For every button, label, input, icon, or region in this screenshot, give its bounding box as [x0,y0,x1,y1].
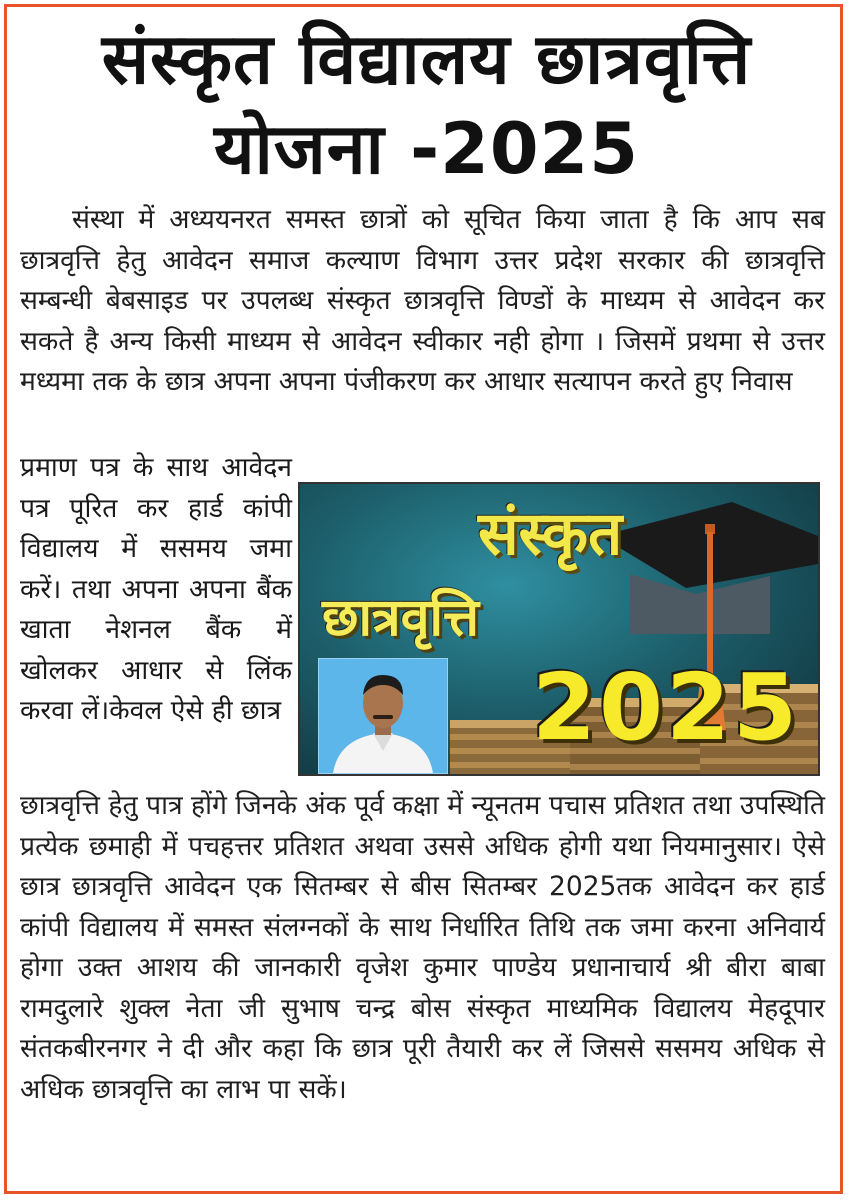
article-paragraph-1 [20,200,825,403]
panel-year: 2025 [532,654,801,761]
headline-line-1: संस्कृत विद्यालय छात्रवृत्ति [101,18,752,100]
portrait-photo [318,658,448,774]
headline-line-2: योजना -2025 [214,108,639,190]
panel-word-scholarship: छात्रवृत्ति [322,588,479,648]
article-paragraph-3 [20,786,825,1110]
scholarship-image [298,482,820,776]
paragraph-3-text: छात्रवृत्ति हेतु पात्र होंगे जिनके अंक पूर्व कक्षा में न्यूनतम पचास प्रतिशत तथा उपस्थिति प्रत्येक छमाही में पचहत्तर प्रतिशत अथवा उससे अधिक होगी यथा नियमानुसार। ऐसे छात्र छात्रवृत्ति आवेदन एक सितम्बर से बीस सितम्बर 2025तक आवेदन कर हार्ड कांपी विद्यालय में समस्त संलग्नकों के साथ निर्धारित तिथि तक जमा करना अनिवार्य होगा उक्त आशय की जानकारी वृजेश कुमार पाण्डेय प्रधानाचार्य श्री बीरा बाबा रामदुलारे शुक्ल नेता जी सुभाष चन्द्र बोस संस्कृत माध्यमिक विद्यालय मेहदूपार संतकबीरनगर ने दी और कहा कि छात्र पूरी तैयारी कर लें जिससे ससमय अधिक से अधिक छात्रवृत्ति का लाभ पा सकें। [20,790,825,1105]
person-icon [319,659,447,773]
panel-word-sanskrit: संस्कृत [478,499,623,569]
article-paragraph-2: प्रमाण पत्र के साथ आवेदन पत्र पूरित कर हार्ड कांपी विद्यालय में ससमय जमा करें। तथा अपना अपना बैंक खाता नेशनल बैंक में खोलकर आधार से लिंक करवा लें।केवल ऐसे ही छात्र [20,452,292,726]
paragraph-1-text: संस्था में अध्ययनरत समस्त छात्रों को सूचित किया जाता है कि आप सब छात्रवृत्ति हेतु आवेदन समाज कल्याण विभाग उत्तर प्रदेश सरकार की छात्रवृत्ति सम्बन्धी बेबसाइड पर उपलब्ध संस्कृत छात्रवृत्ति विण्डों के माध्यम से आवेदन कर सकते है अन्य किसी माध्यम से आवेदन स्वीकार नही होगा । जिसमें प्रथमा से उत्तर मध्यमा तक के छात्र अपना अपना पंजीकरण कर आधार सत्यापन करते हुए निवास [20,204,825,397]
